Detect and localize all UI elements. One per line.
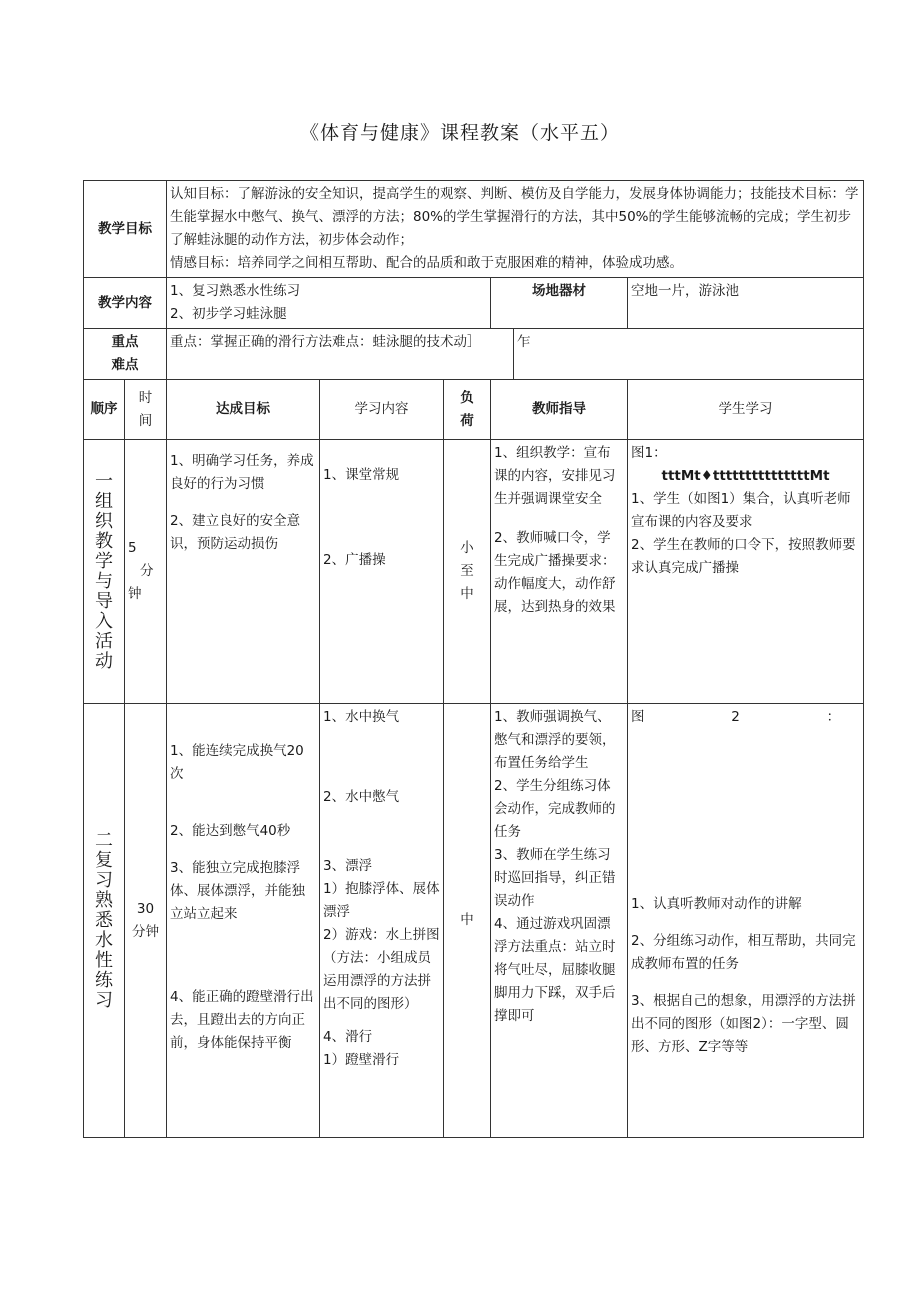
row1-student-1: 1、学生（如图1）集合，认真听老师宣布课的内容及要求 <box>631 491 851 530</box>
row2-teacher-4: 4、通过游戏巩固漂浮方法重点：站立时将气吐尽，屈膝收腿脚用力下踩，双手后撑即可 <box>494 916 616 1024</box>
keypoints-text: 重点：掌握正确的滑行方法难点：蛙泳腿的技术动］ <box>167 329 514 380</box>
header-load-2: 荷 <box>460 412 474 429</box>
row2-content-5: 2）游戏：水上拼图（方法：小组成员运用漂浮的方法拼出不同的图形） <box>323 927 440 1012</box>
row2-teacher-2: 2、学生分组练习体会动作，完成教师的任务 <box>494 778 616 840</box>
row2-student-3: 3、根据自己的想象，用漂浮的方法拼出不同的图形（如图2）：一字型、圆形、方形、Z字等等 <box>631 993 856 1055</box>
row2-time-unit: 分钟 <box>132 923 159 940</box>
row1-targets <box>167 440 320 704</box>
header-time-1: 时 <box>138 389 153 406</box>
row1-time-unit-1: 分 <box>140 563 154 579</box>
row2-load: 中 <box>444 704 491 1138</box>
header-target: 达成目标 <box>167 380 320 440</box>
row2-content <box>320 704 444 1138</box>
header-load-1: 负 <box>460 389 474 406</box>
row2-content-2: 2、水中憋气 <box>323 789 400 805</box>
venue-label: 场地器材 <box>491 278 628 329</box>
header-learn: 学习内容 <box>320 380 444 440</box>
row2-student-fig-a: 图 <box>631 709 645 725</box>
row2-target-2: 2、能达到憋气40秒 <box>170 823 291 839</box>
row1-content <box>320 440 444 704</box>
row2-student-2: 2、分组练习动作，相互帮助，共同完成教师布置的任务 <box>631 933 856 972</box>
row1-content-1: 1、课堂常规 <box>323 467 400 483</box>
goals-text <box>167 181 864 278</box>
row2-target-3: 3、能独立完成抱膝浮体、展体漂浮，并能独立站立起来 <box>170 860 305 922</box>
row1-target-2: 2、建立良好的安全意识，预防运动损伤 <box>170 513 301 552</box>
row2-target-1: 1、能连续完成换气20次 <box>170 743 304 782</box>
row2-order: 二复习熟悉水性练习 <box>84 704 125 1138</box>
header-time-2: 间 <box>138 412 153 429</box>
header-student: 学生学习 <box>628 380 864 440</box>
content-label: 教学内容 <box>84 278 167 329</box>
row1-teacher-1: 1、组织教学：宣布课的内容，安排见习生并强调课堂安全 <box>494 445 616 507</box>
page-title: 《体育与健康》课程教案（水平五） <box>299 122 620 144</box>
header-load <box>444 380 491 440</box>
header-teacher: 教师指导 <box>491 380 628 440</box>
row2-time-num: 30 <box>136 900 155 917</box>
row1-time-num: 5 <box>128 540 137 556</box>
row1-student <box>628 440 864 704</box>
row2-content-4: 1）抱膝浮体、展体漂浮 <box>323 881 440 920</box>
row2-targets <box>167 704 320 1138</box>
row1-time-unit-2: 钟 <box>128 586 142 602</box>
row2-teacher <box>491 704 628 1138</box>
row1-content-2: 2、广播操 <box>323 552 386 568</box>
content-item-2: 2、初步学习蛙泳腿 <box>170 306 287 322</box>
row1-student-fig: 图1： <box>631 445 667 461</box>
venue-value: 空地一片，游泳池 <box>628 278 864 329</box>
row2-student-1: 1、认真听教师对动作的讲解 <box>631 896 802 912</box>
lesson-plan-table <box>83 180 864 1138</box>
row2-content-1: 1、水中换气 <box>323 709 400 725</box>
row1-student-2: 2、学生在教师的口令下，按照教师要求认真完成广播操 <box>631 537 856 576</box>
row1-load-2: 至 <box>460 563 474 579</box>
keypoints-label <box>84 329 167 380</box>
row2-content-3: 3、漂浮 <box>323 858 373 874</box>
keypoints-label-1: 重点 <box>111 334 139 350</box>
row1-load-1: 小 <box>460 540 474 556</box>
row1-order: 一组织教学与导入活动 <box>84 440 125 704</box>
row2-student-fig <box>631 706 860 729</box>
content-item-1: 1、复习熟悉水性练习 <box>170 283 301 299</box>
row2-teacher-1: 1、教师强调换气、憋气和漂浮的要领，布置任务给学生 <box>494 709 616 771</box>
keypoints-extra: 乍 <box>514 329 864 380</box>
goals-label: 教学目标 <box>84 181 167 278</box>
row2-target-4: 4、能正确的蹬壁滑行出去，且蹬出去的方向正前，身体能保持平衡 <box>170 989 314 1051</box>
goals-line-2: 情感目标：培养同学之间相互帮助、配合的品质和敢于克服困难的精神，体验成功感。 <box>170 255 683 271</box>
row2-time <box>125 704 167 1138</box>
row2-student <box>628 704 864 1138</box>
row1-load-3: 中 <box>460 586 474 602</box>
row2-content-6: 4、滑行 <box>323 1029 373 1045</box>
row1-teacher <box>491 440 628 704</box>
row1-load <box>444 440 491 704</box>
content-items <box>167 278 491 329</box>
keypoints-label-2: 难点 <box>111 357 139 373</box>
goals-line-1: 认知目标：了解游泳的安全知识，提高学生的观察、判断、模仿及自学能力，发展身体协调能力；技能技术目标：学生能掌握水中憋气、换气、漂浮的方法；80%的学生掌握滑行的方法，其中50%的学生能够流畅的完成；学生初步了解蛙泳腿的动作方法，初步体会动作； <box>170 186 859 248</box>
row2-teacher-3: 3、教师在学生练习时巡回指导，纠正错误动作 <box>494 847 616 909</box>
figure-1-glyphs: tttMt♦tttttttttttttttMt <box>661 468 830 484</box>
row1-teacher-2: 2、教师喊口令，学生完成广播操要求：动作幅度大，动作舒展，达到热身的效果 <box>494 530 616 615</box>
row2-student-fig-b: 2 <box>731 709 740 725</box>
row1-target-1: 1、明确学习任务，养成良好的行为习惯 <box>170 453 314 492</box>
row1-time <box>125 440 167 704</box>
row2-student-fig-c: ： <box>826 709 841 725</box>
row2-content-7: 1）蹬壁滑行 <box>323 1052 400 1068</box>
header-order: 顺序 <box>84 380 125 440</box>
header-time <box>125 380 167 440</box>
